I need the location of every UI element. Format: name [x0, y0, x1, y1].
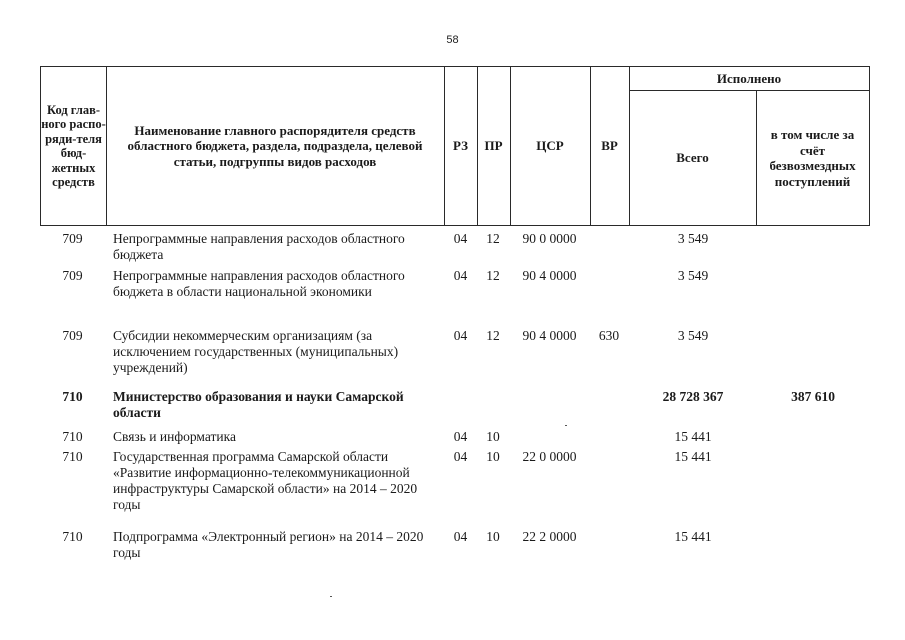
cell-pr: 12	[486, 328, 500, 343]
cell-csr: 90 4 0000	[522, 328, 577, 343]
page-number: 58	[446, 34, 459, 46]
cell-name: Связь и информатика	[113, 429, 236, 444]
header-vr: ВР	[601, 138, 618, 154]
cell-rz: 04	[453, 268, 468, 283]
header-name: Наименование главного распорядителя средств областного бюджета, раздела, подраздела, целевой статьи, подгруппы видов расходов	[127, 122, 423, 169]
cell-name: Министерство образования и науки Самарской области	[113, 389, 404, 420]
cell-code: 710	[62, 389, 83, 404]
cell-code: 710	[62, 529, 83, 544]
cell-rz: 04	[453, 529, 468, 544]
cell-pr: 12	[486, 268, 500, 283]
cell-rz: 04	[453, 231, 468, 246]
cell-code: 709	[62, 268, 83, 283]
cell-name: Государственная программа Самарской области «Развитие информационно-телекоммуникационной инфраструктуры Самарской области» на 2014 – 2020 годы	[113, 449, 418, 512]
cell-rz: 04	[453, 328, 468, 343]
cell-csr: 90 0 0000	[522, 231, 577, 246]
header-code: Код глав-ного распо-ряди-теля бюд-жетных средств	[41, 102, 106, 189]
cell-total: 28 728 367	[662, 389, 724, 404]
cell-name: Субсидии некоммерческим организациям (за исключением государственных (муниципальных) учреждений)	[113, 328, 399, 375]
table-header	[40, 66, 870, 226]
cell-total: 3 549	[677, 231, 709, 246]
cell-rz: 04	[453, 429, 468, 444]
header-csr: ЦСР	[536, 138, 564, 154]
scan-speck	[330, 596, 332, 597]
cell-total: 15 441	[674, 429, 712, 444]
cell-name: Непрограммные направления расходов областного бюджета в области национальной экономики	[113, 268, 405, 299]
cell-pr: 12	[486, 231, 500, 246]
cell-name: Непрограммные направления расходов областного бюджета	[113, 231, 405, 262]
cell-pr: 10	[486, 529, 500, 544]
cell-vr: 630	[598, 328, 620, 343]
cell-free: 387 610	[791, 389, 835, 404]
cell-code: 710	[62, 449, 83, 464]
cell-pr: 10	[486, 429, 500, 444]
scan-speck	[565, 425, 567, 426]
header-pr: ПР	[484, 138, 503, 154]
header-divider	[106, 67, 107, 225]
cell-total: 15 441	[674, 449, 712, 464]
cell-rz: 04	[453, 449, 468, 464]
cell-name: Подпрограмма «Электронный регион» на 2014 – 2020 годы	[113, 529, 424, 560]
header-rz: РЗ	[453, 138, 468, 154]
cell-csr: 90 4 0000	[522, 268, 577, 283]
cell-csr: 22 2 0000	[522, 529, 577, 544]
cell-total: 15 441	[674, 529, 712, 544]
header-executed: Исполнено	[716, 70, 782, 86]
cell-code: 709	[62, 328, 83, 343]
cell-code: 709	[62, 231, 83, 246]
cell-csr: 22 0 0000	[522, 449, 577, 464]
cell-pr: 10	[486, 449, 500, 464]
cell-total: 3 549	[677, 328, 709, 343]
header-free: в том числе за счёт безвозмездных поступлений	[769, 127, 856, 189]
cell-code: 710	[62, 429, 83, 444]
cell-total: 3 549	[677, 268, 709, 283]
header-total: Всего	[676, 150, 709, 166]
